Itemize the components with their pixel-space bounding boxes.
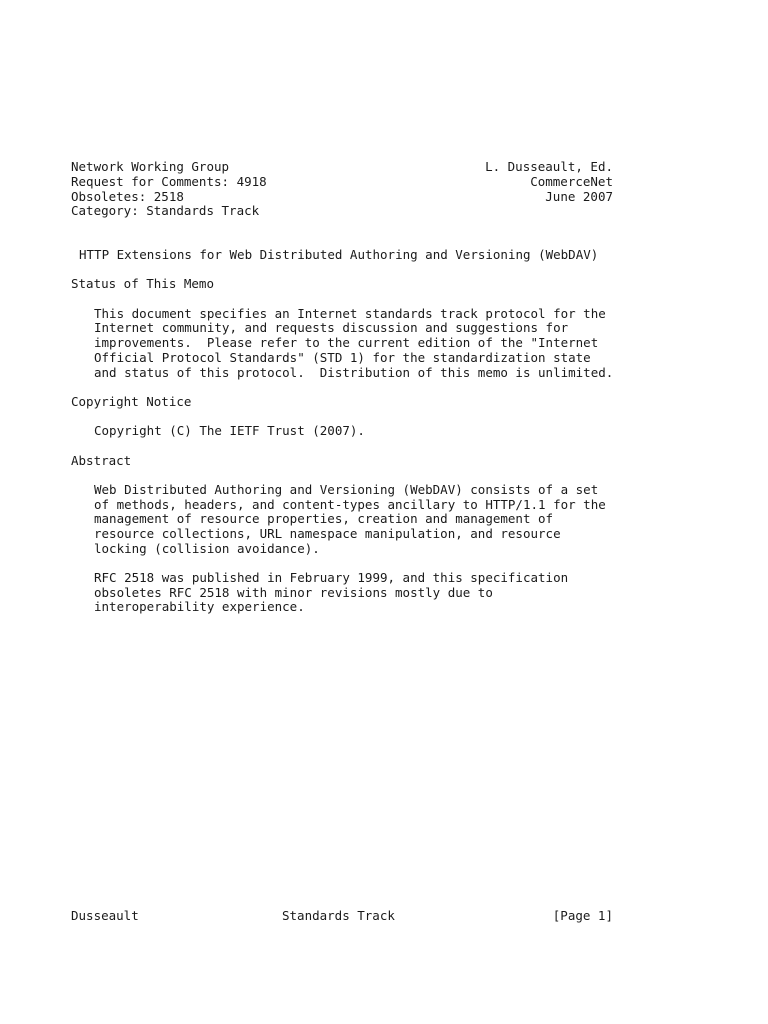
abstract-line: RFC 2518 was published in February 1999, and this specification	[94, 570, 569, 585]
abstract-line: locking (collision avoidance).	[94, 541, 320, 556]
status-heading: Status of This Memo	[71, 276, 214, 291]
status-line: Official Protocol Standards" (STD 1) for the standardization state	[94, 350, 591, 365]
header-rfc-number: Request for Comments: 4918	[71, 174, 267, 189]
abstract-line: Web Distributed Authoring and Versioning (WebDAV) consists of a set	[94, 482, 599, 497]
abstract-heading: Abstract	[71, 453, 132, 468]
status-line: Internet community, and requests discussion and suggestions for	[94, 320, 569, 335]
header-organization: CommerceNet	[530, 174, 613, 189]
header-date: June 2007	[545, 189, 613, 204]
status-line: and status of this protocol. Distribution of this memo is unlimited.	[94, 365, 614, 380]
abstract-line: management of resource properties, creation and management of	[94, 511, 554, 526]
footer-author: Dusseault	[71, 908, 139, 923]
footer-page-number: [Page 1]	[552, 908, 613, 923]
abstract-line: obsoletes RFC 2518 with minor revisions mostly due to	[94, 585, 493, 600]
status-line: improvements. Please refer to the current edition of the "Internet	[94, 335, 599, 350]
abstract-line: interoperability experience.	[94, 599, 305, 614]
header-category: Category: Standards Track	[71, 203, 260, 218]
abstract-line: resource collections, URL namespace manipulation, and resource	[94, 526, 561, 541]
copyright-heading: Copyright Notice	[71, 394, 192, 409]
abstract-line: of methods, headers, and content-types ancillary to HTTP/1.1 for the	[94, 497, 606, 512]
footer-track: Standards Track	[282, 908, 395, 923]
header-author: L. Dusseault, Ed.	[485, 159, 613, 174]
header-working-group: Network Working Group	[71, 159, 230, 174]
copyright-text: Copyright (C) The IETF Trust (2007).	[94, 423, 365, 438]
status-line: This document specifies an Internet standards track protocol for the	[94, 306, 606, 321]
header-obsoletes: Obsoletes: 2518	[71, 189, 184, 204]
document-title: HTTP Extensions for Web Distributed Authoring and Versioning (WebDAV)	[79, 247, 599, 262]
